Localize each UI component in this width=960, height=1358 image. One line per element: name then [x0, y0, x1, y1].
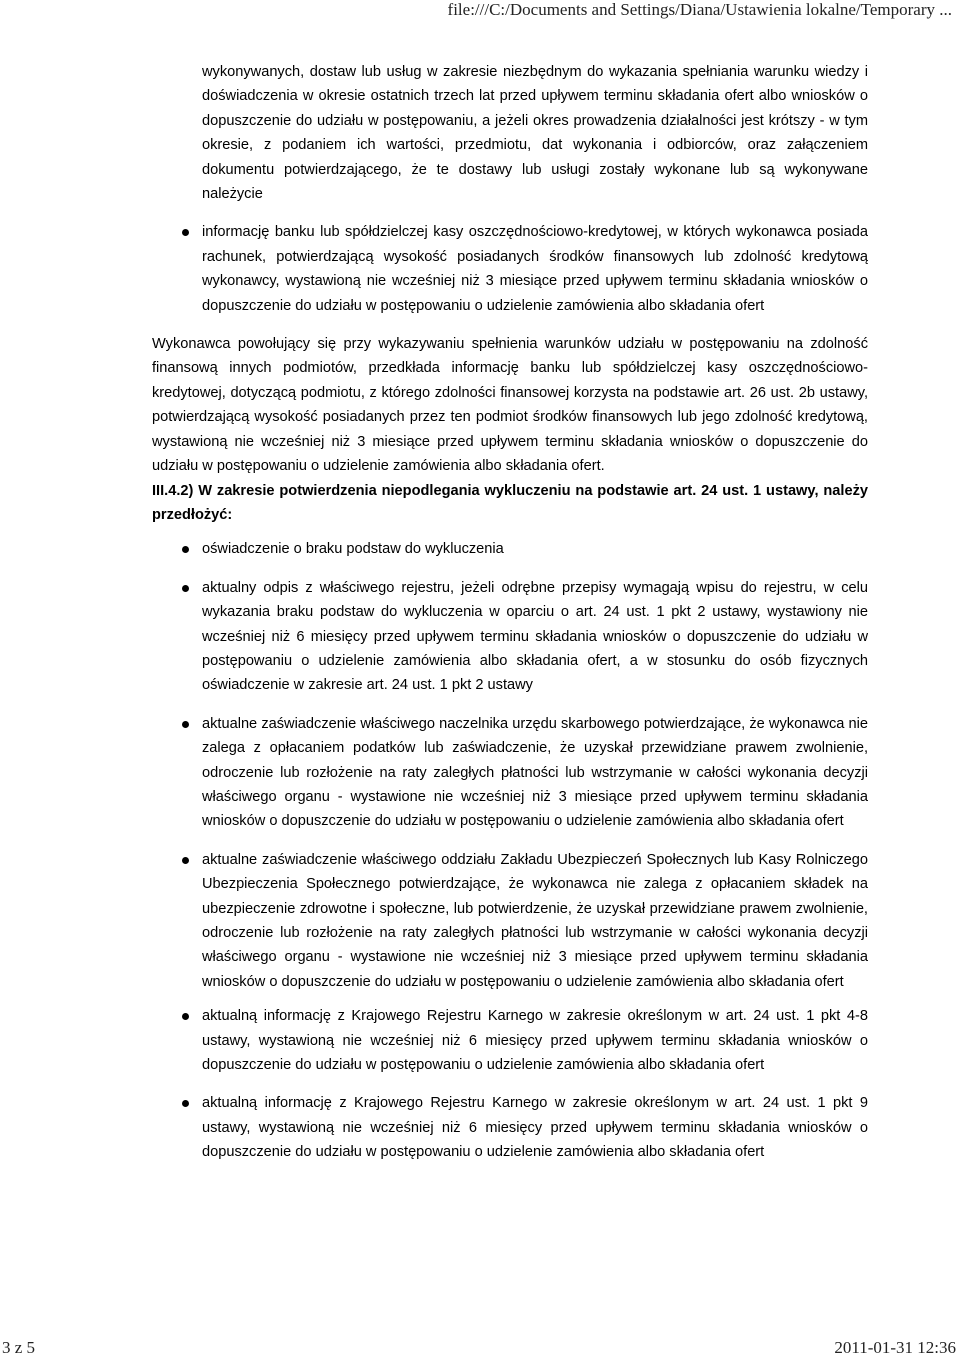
- print-datetime: 2011-01-31 12:36: [834, 1338, 956, 1357]
- continuation-text: wykonywanych, dostaw lub usług w zakresie niezbędnym do wykazania spełniania warunku wiedzy i doświadczenia w okresie ostatnich trzech lat przed upływem terminu składania ofert albo wniosków o dopuszczenie do udziału w postępowaniu, a jeżeli okres prowadzenia działalności jest krótszy - w tym okresie, z podaniem ich wartości, przedmiotu, dat wykonania i odbiorców, oraz załączeniem dokumentu potwierdzającego, że te dostawy lub usługi zostały wykonane lub są wykonywane należycie: [202, 64, 868, 203]
- section-heading: III.4.2) W zakresie potwierdzenia niepodlegania wykluczeniu na podstawie art. 24 ust. 1 ustawy, należy przedłożyć:: [152, 482, 868, 523]
- bullet-icon: [182, 229, 189, 236]
- list-item: [152, 848, 868, 994]
- list-item: [152, 1004, 868, 1077]
- bullet-icon: [182, 857, 189, 864]
- list-item: [152, 1091, 868, 1164]
- list-item-text: oświadczenie o braku podstaw do wykluczenia: [202, 541, 504, 558]
- document-body: [152, 60, 868, 1165]
- list-item: [152, 537, 868, 561]
- list-item-text: aktualne zaświadczenie właściwego oddziału Zakładu Ubezpieczeń Społecznych lub Kasy Rolniczego Ubezpieczenia Społecznego potwierdzające, że wykonawca nie zalega z opłacaniem składek na ubezpieczenie zdrowotne i społeczne, lub potwierdzenie, że uzyskał przewidziane prawem zwolnienie, odroczenie lub rozłożenie na raty zaległych płatności lub wstrzymanie w całości wykonania decyzji właściwego organu - wystawione nie wcześniej niż 3 miesiące przed upływem terminu składania wniosków o dopuszczenie do udziału w postępowaniu o udzielenie zamówienia albo składania ofert: [202, 851, 868, 990]
- page-number: 3 z 5: [2, 1338, 36, 1357]
- bullet-icon: [182, 585, 189, 592]
- bullet-icon: [182, 1100, 189, 1107]
- bullet-icon: [182, 721, 189, 728]
- list-item: [152, 576, 868, 698]
- page-header-path: file:///C:/Documents and Settings/Diana/Ustawienia lokalne/Temporary ...: [447, 0, 952, 19]
- list-item-text: aktualny odpis z właściwego rejestru, jeżeli odrębne przepisy wymagają wpisu do rejestru, w celu wykazania braku podstaw do wykluczenia w oparciu o art. 24 ust. 1 pkt 2 ustawy, wystawiony nie wcześniej niż 6 miesięcy przed upływem terminu składania wniosków o dopuszczenie do udziału w postępowaniu o udzielenie zamówienia albo składania ofert, a w stosunku do osób fizycznych oświadczenie w zakresie art. 24 ust. 1 pkt 2 ustawy: [202, 579, 868, 694]
- bullet-icon: [182, 546, 189, 553]
- paragraph-financial-capacity: Wykonawca powołujący się przy wykazywaniu spełnienia warunków udziału w postępowaniu na zdolność finansową innych podmiotów, przedkłada informację banku lub spółdzielczej kasy oszczędnościowo-kredytowej, dotyczącą podmiotu, z którego zdolności finansowej korzysta na podstawie art. 26 ust. 2b ustawy, potwierdzającą wysokość posiadanych przez ten podmiot środków finansowych lub jego zdolność kredytową, wystawioną nie wcześniej niż 3 miesiące przed upływem terminu składania wniosków o dopuszczenie do udziału w postępowaniu o udzielenie zamówienia albo składania ofert.: [152, 336, 868, 475]
- bullet-icon: [182, 1013, 189, 1020]
- list-item-text: informację banku lub spółdzielczej kasy oszczędnościowo-kredytowej, w których wykonawca posiada rachunek, potwierdzającą wysokość posiadanych środków finansowych lub zdolność kredytową wykonawcy, wystawioną nie wcześniej niż 3 miesiące przed upływem terminu składania wniosków o dopuszczenie do udziału w postępowaniu o udzielenie zamówienia albo składania ofert: [202, 224, 868, 314]
- list-item: [152, 712, 868, 834]
- list-item-text: aktualną informację z Krajowego Rejestru Karnego w zakresie określonym w art. 24 ust. 1 pkt 4-8 ustawy, wystawioną nie wcześniej niż 6 miesięcy przed upływem terminu składania wniosków o dopuszczenie do udziału w postępowaniu o udzielenie zamówienia albo składania ofert: [202, 1008, 868, 1074]
- list-item-bank-info: [152, 220, 868, 318]
- list-item-text: aktualne zaświadczenie właściwego naczelnika urzędu skarbowego potwierdzające, że wykonawca nie zalega z opłacaniem podatków lub zaświadczenie, że uzyskał przewidziane prawem zwolnienie, odroczenie lub rozłożenie na raty zaległych płatności lub wstrzymanie w całości wykonania decyzji właściwego organu - wystawione nie wcześniej niż 3 miesiące przed upływem terminu składania wniosków o dopuszczenie do udziału w postępowaniu o udzielenie zamówienia albo składania ofert: [202, 715, 868, 830]
- list-item-text: aktualną informację z Krajowego Rejestru Karnego w zakresie określonym w art. 24 ust. 1 pkt 9 ustawy, wystawioną nie wcześniej niż 6 miesięcy przed upływem terminu składania wniosków o dopuszczenie do udziału w postępowaniu o udzielenie zamówienia albo składania ofert: [202, 1095, 868, 1161]
